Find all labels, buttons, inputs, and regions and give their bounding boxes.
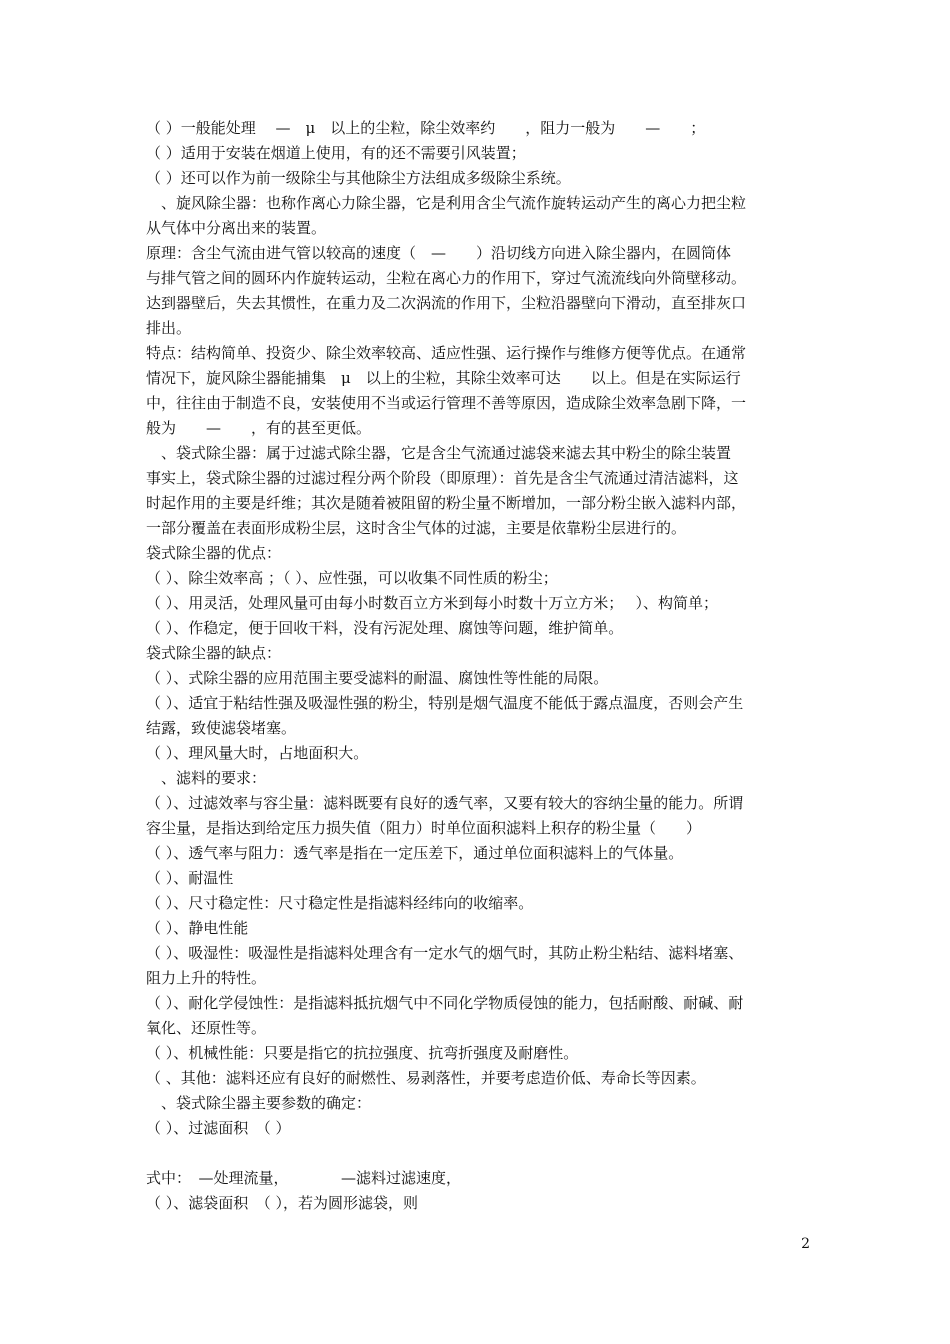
text-line: （ ）、过滤效率与容尘量：滤料既要有良好的透气率，又要有较大的容纳尘量的能力。所谓: [146, 794, 744, 812]
text-line: 、袋式除尘器：属于过滤式除尘器，它是含尘气流通过滤袋来滤去其中粉尘的除尘装置: [146, 444, 732, 462]
text-line: （ ）、式除尘器的应用范围主要受滤料的耐温、腐蚀性等性能的局限。: [146, 669, 609, 687]
text-line: 时起作用的主要是纤维；其次是随着被阻留的粉尘量不断增加，一部分粉尘嵌入滤料内部，: [146, 494, 747, 512]
document-body: [146, 116, 812, 1216]
text-line: （ ）、耐化学侵蚀性：是指滤料抵抗烟气中不同化学物质侵蚀的能力，包括耐酸、耐碱、耐: [146, 994, 744, 1012]
text-line: （ ）、吸湿性：吸湿性是指滤料处理含有一定水气的烟气时，其防止粉尘粘结、滤料堵塞、: [146, 944, 744, 962]
text-line: 一部分覆盖在表面形成粉尘层，这时含尘气体的过滤，主要是依靠粉尘层进行的。: [146, 519, 687, 537]
text-line: （ ）适用于安装在烟道上使用，有的还不需要引风装置；: [146, 144, 526, 162]
text-line: 达到器壁后，失去其惯性，在重力及二次涡流的作用下，尘粒沿器壁向下滑动，直至排灰口: [146, 294, 747, 312]
text-line: 与排气管之间的圆环内作旋转运动，尘粒在离心力的作用下，穿过气流流线向外筒壁移动。: [146, 269, 747, 287]
text-line: （ ）、用灵活，处理风量可由每小时数百立方米到每小时数十万立方米； ）、构简单；: [146, 594, 719, 612]
text-line: （ ）、透气率与阻力：透气率是指在一定压差下，通过单位面积滤料上的气体量。: [146, 844, 684, 862]
blank-line: [146, 1141, 812, 1166]
text-line: 般为 — ，有的甚至更低。: [146, 419, 372, 437]
text-line: （ ）、作稳定，便于回收干料，没有污泥处理、腐蚀等问题，维护简单。: [146, 619, 624, 637]
text-line: 、旋风除尘器：也称作离心力除尘器，它是利用含尘气流作旋转运动产生的离心力把尘粒: [146, 194, 747, 212]
text-line: 氧化、还原性等。: [146, 1019, 267, 1037]
text-line: （ ）、机械性能：只要是指它的抗拉强度、抗弯折强度及耐磨性。: [146, 1044, 579, 1062]
text-line: （ ）、过滤面积 （ ）: [146, 1119, 291, 1137]
text-line: （ ）、尺寸稳定性：尺寸稳定性是指滤料经纬向的收缩率。: [146, 894, 534, 912]
page-number: 2: [801, 1236, 810, 1252]
text-line: 容尘量，是指达到给定压力损失值（阻力）时单位面积滤料上积存的粉尘量（ ）: [146, 819, 702, 837]
text-line: 中，往往由于制造不良，安装使用不当或运行管理不善等原因，造成除尘效率急剧下降，一: [146, 394, 747, 412]
text-line: （ ）、除尘效率高 ；（ ）、应性强，可以收集不同性质的粉尘；: [146, 569, 558, 587]
text-line: 阻力上升的特性。: [146, 969, 267, 987]
text-line: （ ）、适宜于粘结性强及吸湿性强的粉尘，特别是烟气温度不能低于露点温度，否则会产生: [146, 694, 744, 712]
text-line: （ ）、理风量大时，占地面积大。: [146, 744, 369, 762]
text-line: 情况下，旋风除尘器能捕集 μ 以上的尘粒，其除尘效率可达 以上。但是在实际运行: [146, 369, 741, 387]
text-line: （ ）、静电性能: [146, 919, 249, 937]
text-line: 原理：含尘气流由进气管以较高的速度（ — ）沿切线方向进入除尘器内，在圆筒体: [146, 244, 732, 262]
text-line: 从气体中分离出来的装置。: [146, 219, 327, 237]
text-line: 袋式除尘器的缺点：: [146, 644, 282, 662]
text-line: 、袋式除尘器主要参数的确定：: [146, 1094, 372, 1112]
text-line: 、滤料的要求：: [146, 769, 267, 787]
text-line: （ ）一般能处理 — μ 以上的尘粒，除尘效率约 ，阻力一般为 — ；: [146, 119, 706, 137]
text-line: 袋式除尘器的优点：: [146, 544, 282, 562]
text-line: （ ）还可以作为前一级除尘与其他除尘方法组成多级除尘系统。: [146, 169, 571, 187]
text-line: （ 、其他：滤料还应有良好的耐燃性、易剥落性，并要考虑造价低、寿命长等因素。: [146, 1069, 706, 1087]
text-line: （ ）、耐温性: [146, 869, 234, 887]
text-line: 特点：结构简单、投资少、除尘效率较高、适应性强、运行操作与维修方便等优点。在通常: [146, 344, 747, 362]
text-line: 式中： —处理流量， —滤料过滤速度，: [146, 1169, 462, 1187]
text-line: （ ）、滤袋面积 （ ），若为圆形滤袋，则: [146, 1194, 419, 1212]
text-line: 结露，致使滤袋堵塞。: [146, 719, 297, 737]
text-line: 排出。: [146, 319, 192, 337]
text-line: 事实上，袋式除尘器的过滤过程分两个阶段（即原理）：首先是含尘气流通过清洁滤料，这: [146, 469, 739, 487]
